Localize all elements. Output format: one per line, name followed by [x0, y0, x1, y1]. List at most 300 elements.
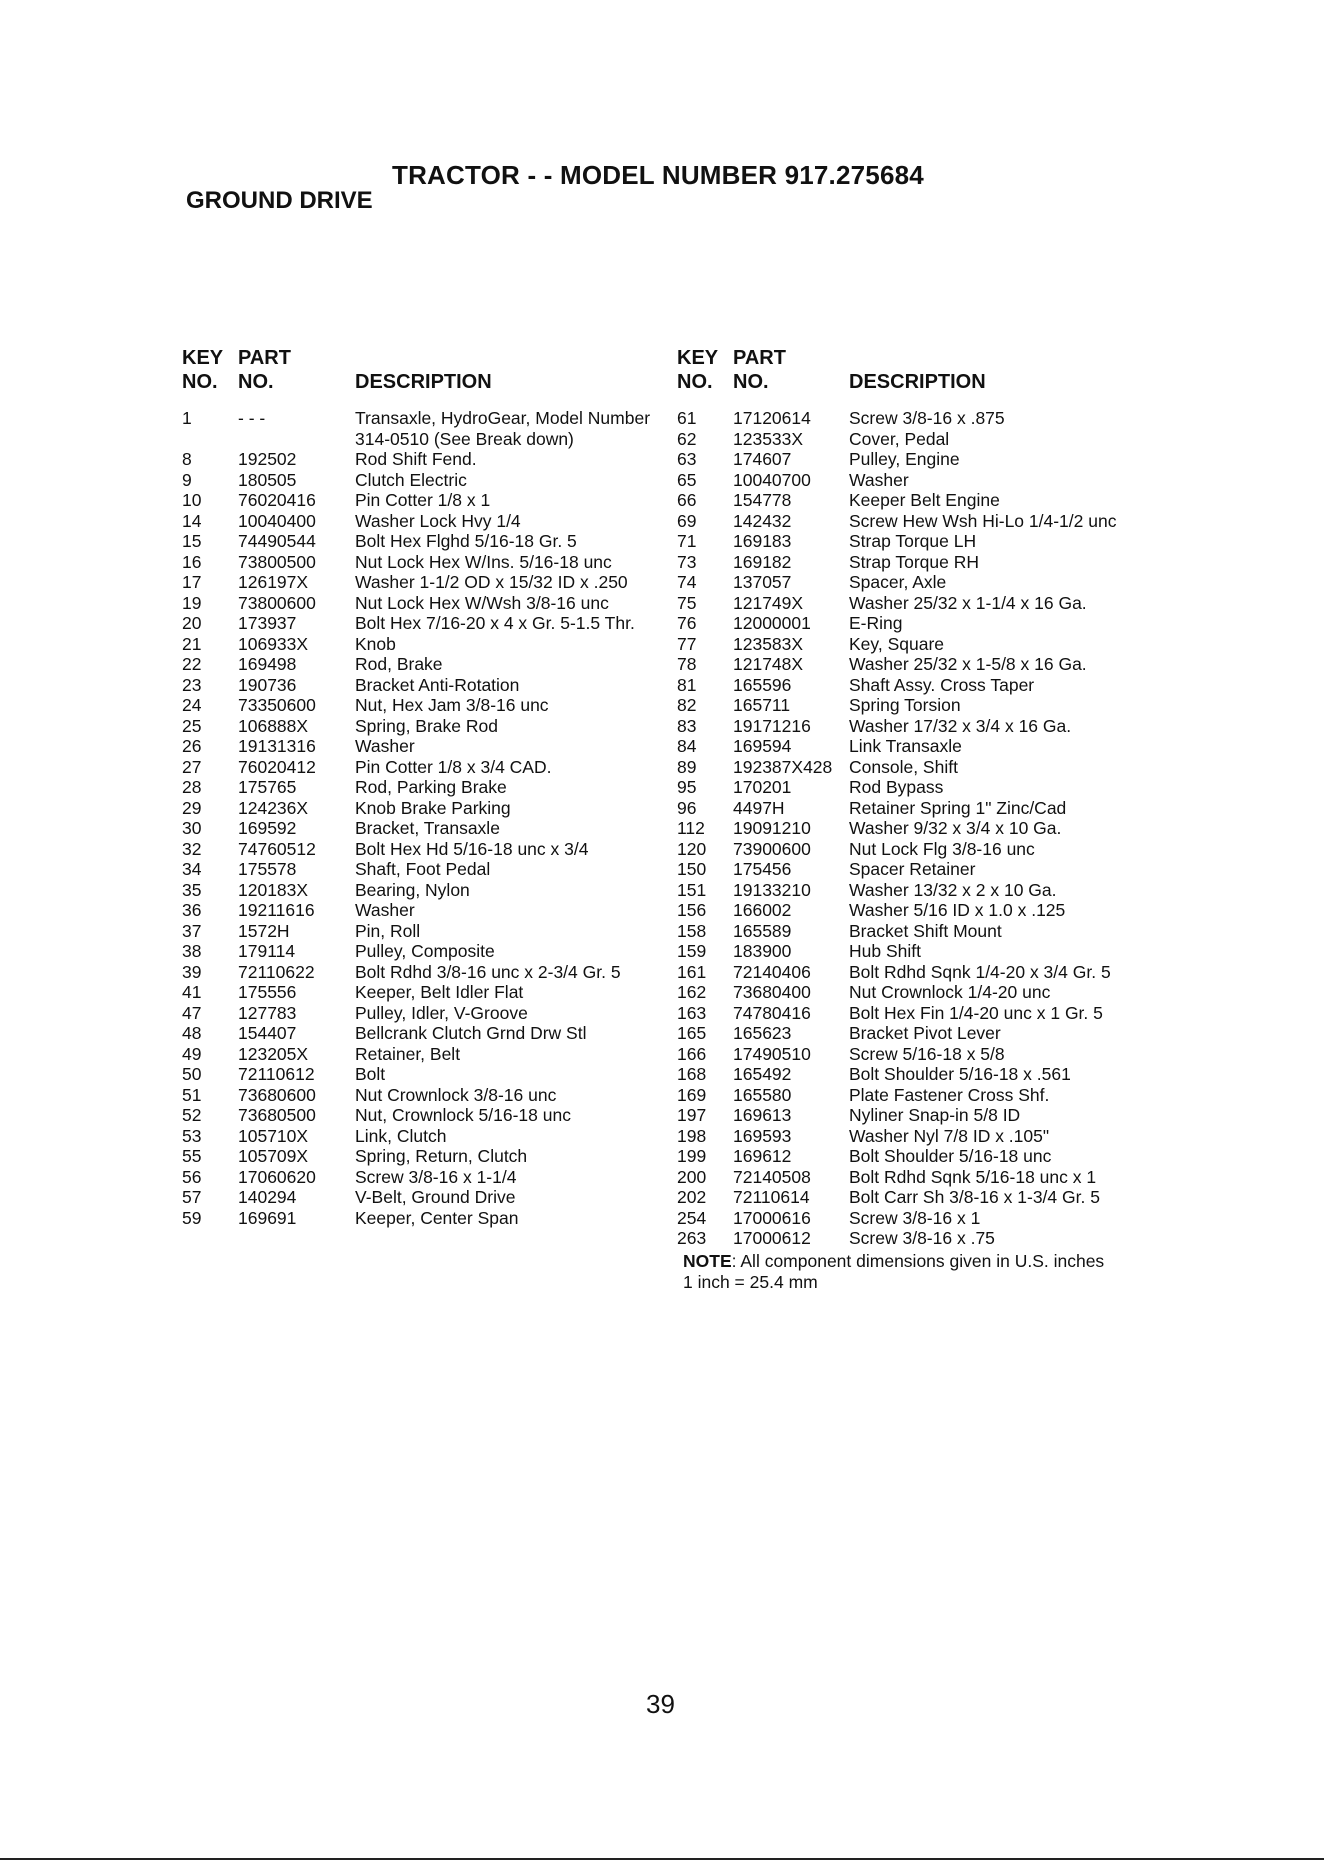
part-description: Console, Shift [849, 756, 958, 777]
part-number: 165589 [733, 920, 792, 941]
part-number: 179114 [238, 941, 296, 961]
part-number: 73680400 [733, 982, 811, 1002]
table-row [182, 531, 662, 552]
part-number: 72110612 [238, 1064, 315, 1084]
table-row [677, 470, 1177, 491]
table-row [677, 1167, 1177, 1188]
table-row [182, 982, 662, 1003]
table-row [182, 1064, 662, 1085]
table-row [677, 613, 1177, 634]
bottom-divider [0, 1858, 1324, 1860]
part-number: 19131316 [238, 736, 316, 756]
table-row [677, 1085, 1177, 1106]
table-row [677, 1228, 1177, 1249]
description-header: DESCRIPTION [355, 371, 492, 393]
part-description: Shaft, Foot Pedal [355, 859, 491, 879]
table-row [677, 736, 1177, 757]
dimensions-note [683, 1251, 1104, 1292]
table-row [677, 449, 1177, 470]
table-row [677, 798, 1177, 819]
part-number: 123205X [238, 1043, 309, 1064]
part-number: 127783 [238, 1002, 297, 1023]
table-row [182, 695, 662, 716]
part-description: Bearing, Nylon [355, 879, 470, 900]
table-row [182, 1023, 662, 1044]
key-number: 120 [677, 838, 707, 859]
table-row [182, 1208, 662, 1229]
part-number: 19133210 [733, 879, 811, 900]
part-number: 142432 [733, 510, 792, 531]
table-row [182, 593, 662, 614]
part-header: PART [238, 347, 291, 369]
table-row [677, 552, 1177, 573]
table-row [677, 757, 1177, 778]
table-row [677, 1126, 1177, 1147]
part-description: Screw Hew Wsh Hi-Lo 1/4-1/2 unc [849, 510, 1117, 531]
part-description: Transaxle, HydroGear, Model Number 314-0510 (See Break down) [355, 408, 651, 449]
part-number: 124236X [238, 797, 309, 818]
part-number: 123533X [733, 428, 804, 449]
part-number: 169612 [733, 1146, 792, 1166]
key-header: KEY [677, 347, 719, 369]
part-number: 183900 [733, 941, 792, 961]
part-number: 106933X [238, 633, 309, 654]
part-description: Bolt Carr Sh 3/8-16 x 1-3/4 Gr. 5 [849, 1187, 1100, 1207]
part-number: 166002 [733, 900, 792, 920]
key-number: 34 [182, 859, 202, 879]
part-description: Cover, Pedal [849, 428, 950, 449]
key-number: 52 [182, 1105, 202, 1125]
section-title: GROUND DRIVE [186, 187, 373, 214]
part-number: 12000001 [733, 613, 811, 633]
table-row [182, 675, 662, 696]
part-description: Nut, Crownlock 5/16-18 unc [355, 1105, 571, 1125]
parts-table-left [182, 346, 662, 1228]
part-number: 73680600 [238, 1084, 316, 1105]
table-row [182, 408, 662, 449]
part-number: 19211616 [238, 900, 315, 920]
part-number: 17060620 [238, 1166, 316, 1187]
part-description: Washer [355, 900, 415, 920]
part-number: 165623 [733, 1023, 792, 1043]
part-number: 73680500 [238, 1105, 316, 1125]
part-number: 17000616 [733, 1207, 811, 1228]
key-number: 56 [182, 1166, 202, 1187]
part-description: Keeper, Belt Idler Flat [355, 982, 524, 1002]
table-row [182, 777, 662, 798]
part-description: Screw 3/8-16 x 1-1/4 [355, 1166, 517, 1187]
table-row [182, 798, 662, 819]
table-row [677, 716, 1177, 737]
key-number: 75 [677, 592, 697, 613]
key-number: 19 [182, 592, 202, 613]
key-number: 89 [677, 756, 697, 777]
key-number: 202 [677, 1187, 707, 1207]
key-number: 73 [677, 551, 697, 572]
part-number: 154407 [238, 1023, 297, 1043]
part-description: Key, Square [849, 633, 945, 654]
key-number: 84 [677, 736, 697, 756]
part-number: 169592 [238, 818, 297, 838]
part-number: 73800500 [238, 551, 316, 572]
key-number: 28 [182, 777, 202, 797]
part-description: Shaft Assy. Cross Taper [849, 674, 1035, 695]
part-number: 173937 [238, 613, 297, 633]
key-number: 71 [677, 531, 697, 551]
part-description: Spacer Retainer [849, 859, 976, 879]
part-description: Retainer Spring 1" Zinc/Cad [849, 797, 1067, 818]
key-number: 17 [182, 572, 202, 592]
key-number: 151 [677, 879, 707, 900]
key-number: 26 [182, 736, 202, 756]
key-number: 69 [677, 510, 697, 531]
table-row [182, 572, 662, 593]
note-label: NOTE [683, 1251, 732, 1271]
part-number: 72110622 [238, 961, 315, 982]
key-number: 48 [182, 1023, 202, 1043]
key-number: 8 [182, 449, 192, 469]
part-number: 123583X [733, 633, 804, 654]
page-number: 39 [646, 1689, 675, 1719]
part-description: Rod, Parking Brake [355, 777, 507, 797]
table-row [182, 613, 662, 634]
table-row [677, 941, 1177, 962]
table-row [677, 511, 1177, 532]
part-number: 74490544 [238, 531, 316, 551]
key-number: 1 [182, 408, 192, 428]
part-description: Plate Fastener Cross Shf. [849, 1084, 1050, 1105]
table-row [677, 859, 1177, 880]
table-row [182, 1126, 662, 1147]
part-number: 190736 [238, 674, 297, 695]
key-number: 200 [677, 1166, 707, 1187]
part-description: Clutch Electric [355, 469, 467, 490]
part-description: Screw 3/8-16 x 1 [849, 1207, 981, 1228]
part-description: Bolt Rdhd 3/8-16 unc x 2-3/4 Gr. 5 [355, 961, 621, 982]
part-description: Pulley, Idler, V-Groove [355, 1002, 528, 1023]
part-number: 74780416 [733, 1002, 811, 1023]
part-number: 121748X [733, 654, 804, 674]
table-row [677, 818, 1177, 839]
table-row [677, 1044, 1177, 1065]
table-row [677, 572, 1177, 593]
part-number: 10040700 [733, 469, 811, 490]
part-number: 175765 [238, 777, 297, 797]
part-number: 165580 [733, 1084, 792, 1105]
part-number: 105710X [238, 1125, 309, 1146]
key-number: 23 [182, 674, 202, 695]
part-description: V-Belt, Ground Drive [355, 1187, 516, 1207]
table-row [677, 408, 1177, 429]
table-row [182, 859, 662, 880]
part-description: Bolt Hex Fin 1/4-20 unc x 1 Gr. 5 [849, 1002, 1103, 1023]
table-row [182, 634, 662, 655]
part-description: Nut, Hex Jam 3/8-16 unc [355, 695, 549, 715]
part-number: 192502 [238, 449, 297, 469]
part-description: Bolt Shoulder 5/16-18 x .561 [849, 1064, 1071, 1084]
parts-table-right [677, 346, 1177, 1249]
part-description: Washer 5/16 ID x 1.0 x .125 [849, 900, 1066, 920]
part-number: 72110614 [733, 1187, 810, 1207]
table-row [677, 429, 1177, 450]
part-number: 1572H [238, 920, 290, 941]
table-row [182, 470, 662, 491]
part-number: 17000612 [733, 1228, 811, 1248]
part-number: 74760512 [238, 838, 316, 859]
table-row [182, 839, 662, 860]
table-row [182, 1105, 662, 1126]
key-number: 166 [677, 1043, 707, 1064]
key-number: 51 [182, 1084, 202, 1105]
key-header-no: NO. [677, 371, 713, 393]
part-description: Pin Cotter 1/8 x 3/4 CAD. [355, 756, 552, 777]
key-number: 159 [677, 941, 707, 961]
table-row [182, 900, 662, 921]
key-number: 77 [677, 633, 697, 654]
table-row [677, 654, 1177, 675]
part-number: 169498 [238, 654, 297, 674]
table-row [677, 839, 1177, 860]
part-description: Strap Torque LH [849, 531, 977, 551]
key-number: 59 [182, 1207, 202, 1228]
key-number: 168 [677, 1064, 707, 1084]
table-row [182, 552, 662, 573]
part-description: Bracket Anti-Rotation [355, 674, 520, 695]
table-row [182, 716, 662, 737]
key-number: 9 [182, 469, 192, 490]
part-number: 137057 [733, 572, 792, 592]
key-number: 163 [677, 1002, 707, 1023]
part-number: 73900600 [733, 838, 811, 859]
part-description: Pulley, Composite [355, 941, 495, 961]
key-number: 112 [677, 818, 705, 838]
key-number: 53 [182, 1125, 202, 1146]
part-number: 175556 [238, 982, 297, 1002]
table-row [182, 1187, 662, 1208]
key-number: 25 [182, 715, 202, 736]
key-number: 162 [677, 982, 707, 1002]
part-number: 120183X [238, 879, 309, 900]
part-description: Washer 13/32 x 2 x 10 Ga. [849, 879, 1057, 900]
part-number: 10040400 [238, 510, 316, 531]
part-number: 180505 [238, 469, 297, 490]
part-description: Screw 3/8-16 x .75 [849, 1228, 995, 1248]
part-description: Bolt Hex Hd 5/16-18 unc x 3/4 [355, 838, 589, 859]
part-number: 154778 [733, 490, 792, 510]
key-number: 36 [182, 900, 202, 920]
key-number: 63 [677, 449, 697, 469]
table-row [677, 1146, 1177, 1167]
description-header: DESCRIPTION [849, 371, 986, 393]
key-number: 81 [677, 674, 697, 695]
part-description: Washer 25/32 x 1-1/4 x 16 Ga. [849, 592, 1087, 613]
key-number: 39 [182, 961, 202, 982]
part-number: 169594 [733, 736, 792, 756]
part-number: 76020416 [238, 490, 316, 510]
table-row [182, 757, 662, 778]
part-number: 17120614 [733, 408, 811, 428]
part-number: 73800600 [238, 592, 316, 613]
part-number: 192387X428 [733, 756, 833, 777]
part-description: Nyliner Snap-in 5/8 ID [849, 1105, 1021, 1125]
key-number: 199 [677, 1146, 707, 1166]
key-number: 95 [677, 777, 697, 797]
part-number: 72140508 [733, 1166, 811, 1187]
part-number: 76020412 [238, 756, 316, 777]
part-description: Retainer, Belt [355, 1043, 461, 1064]
table-row [182, 1167, 662, 1188]
table-row [182, 941, 662, 962]
part-number: 169691 [238, 1207, 297, 1228]
part-description: Knob [355, 633, 396, 654]
part-description: Bolt Rdhd Sqnk 1/4-20 x 3/4 Gr. 5 [849, 961, 1111, 982]
part-number: 17490510 [733, 1043, 811, 1064]
table-row [677, 777, 1177, 798]
part-description: Link, Clutch [355, 1125, 447, 1146]
key-header-no: NO. [182, 371, 218, 393]
part-description: Washer 17/32 x 3/4 x 16 Ga. [849, 715, 1072, 736]
part-number: 105709X [238, 1146, 309, 1166]
part-number: 165711 [733, 695, 791, 715]
table-row [677, 1208, 1177, 1229]
part-description: Pulley, Engine [849, 449, 960, 469]
part-description: Bolt Shoulder 5/16-18 unc [849, 1146, 1052, 1166]
table-row [182, 880, 662, 901]
key-number: 66 [677, 490, 697, 510]
table-row [182, 818, 662, 839]
key-number: 197 [677, 1105, 707, 1125]
part-number: 174607 [733, 449, 792, 469]
table-row [677, 634, 1177, 655]
table-row [182, 1003, 662, 1024]
part-description: Spacer, Axle [849, 572, 947, 592]
key-number: 74 [677, 572, 697, 592]
part-description: Nut Lock Hex W/Ins. 5/16-18 unc [355, 551, 612, 572]
key-number: 50 [182, 1064, 202, 1084]
key-number: 24 [182, 695, 202, 715]
part-description: Nut Lock Flg 3/8-16 unc [849, 838, 1035, 859]
part-description: Rod, Brake [355, 654, 443, 674]
part-number: 170201 [733, 777, 792, 797]
table-row [677, 1105, 1177, 1126]
part-number: 72140406 [733, 961, 811, 982]
key-number: 16 [182, 551, 202, 572]
part-number: 165492 [733, 1064, 792, 1084]
key-number: 57 [182, 1187, 202, 1207]
part-description: Washer Lock Hvy 1/4 [355, 510, 521, 531]
part-number: 126197X [238, 572, 309, 592]
part-number: 19091210 [733, 818, 811, 838]
key-number: 35 [182, 879, 202, 900]
part-description: Bolt Hex Flghd 5/16-18 Gr. 5 [355, 531, 577, 551]
key-number: 61 [677, 408, 697, 428]
key-number: 150 [677, 859, 707, 879]
part-description: Washer 25/32 x 1-5/8 x 16 Ga. [849, 654, 1087, 674]
part-description: Bolt [355, 1064, 386, 1084]
part-description: Washer Nyl 7/8 ID x .105" [849, 1125, 1050, 1146]
part-description: Bellcrank Clutch Grnd Drw Stl [355, 1023, 587, 1043]
key-number: 22 [182, 654, 202, 674]
key-number: 161 [677, 961, 707, 982]
part-description: E-Ring [849, 613, 903, 633]
part-description: Rod Shift Fend. [355, 449, 477, 469]
part-number: 169183 [733, 531, 792, 551]
key-number: 38 [182, 941, 202, 961]
table-row [677, 593, 1177, 614]
key-number: 254 [677, 1207, 707, 1228]
key-number: 55 [182, 1146, 202, 1166]
parts-list-right [677, 408, 1177, 1249]
table-row [677, 1023, 1177, 1044]
key-number: 32 [182, 838, 202, 859]
key-number: 15 [182, 531, 202, 551]
part-description: Hub Shift [849, 941, 921, 961]
key-number: 158 [677, 920, 707, 941]
table-row [677, 921, 1177, 942]
key-number: 41 [182, 982, 202, 1002]
part-description: Spring, Return, Clutch [355, 1146, 528, 1166]
part-number: 169613 [733, 1105, 792, 1125]
key-header: KEY [182, 347, 224, 369]
part-description: Link Transaxle [849, 736, 962, 756]
table-row [182, 1044, 662, 1065]
part-description: Bolt Hex 7/16-20 x 4 x Gr. 5-1.5 Thr. [355, 613, 635, 633]
key-number: 20 [182, 613, 202, 633]
table-row [677, 531, 1177, 552]
part-number: 165596 [733, 674, 792, 695]
key-number: 96 [677, 797, 697, 818]
page-title: TRACTOR - - MODEL NUMBER 917.275684 [392, 160, 924, 190]
table-row [677, 962, 1177, 983]
table-row [182, 736, 662, 757]
key-number: 29 [182, 797, 202, 818]
part-description: Bracket Shift Mount [849, 920, 1002, 941]
part-description: Rod Bypass [849, 777, 944, 797]
part-description: Pin, Roll [355, 920, 421, 941]
table-row [677, 675, 1177, 696]
key-number: 83 [677, 715, 697, 736]
table-row [182, 490, 662, 511]
key-number: 37 [182, 920, 202, 941]
table-row [677, 1064, 1177, 1085]
key-number: 263 [677, 1228, 707, 1248]
table-header [677, 346, 1177, 394]
part-description: Knob Brake Parking [355, 797, 511, 818]
part-description: Spring Torsion [849, 695, 961, 715]
part-description: Pin Cotter 1/8 x 1 [355, 490, 491, 510]
part-description: Nut Crownlock 3/8-16 unc [355, 1084, 557, 1105]
table-row [182, 962, 662, 983]
key-number: 65 [677, 469, 697, 490]
part-description: Screw 3/8-16 x .875 [849, 408, 1005, 428]
key-number: 30 [182, 818, 202, 838]
table-header [182, 346, 662, 394]
key-number: 21 [182, 633, 202, 654]
table-row [677, 1187, 1177, 1208]
part-description: Screw 5/16-18 x 5/8 [849, 1043, 1005, 1064]
table-row [182, 654, 662, 675]
part-number: 73350600 [238, 695, 316, 715]
key-number: 76 [677, 613, 697, 633]
part-number: 106888X [238, 715, 309, 736]
part-description: Nut Lock Hex W/Wsh 3/8-16 unc [355, 592, 609, 613]
part-number: 175456 [733, 859, 792, 879]
table-row [677, 982, 1177, 1003]
part-number: 169593 [733, 1125, 792, 1146]
key-number: 78 [677, 654, 697, 674]
key-number: 165 [677, 1023, 707, 1043]
key-number: 49 [182, 1043, 202, 1064]
